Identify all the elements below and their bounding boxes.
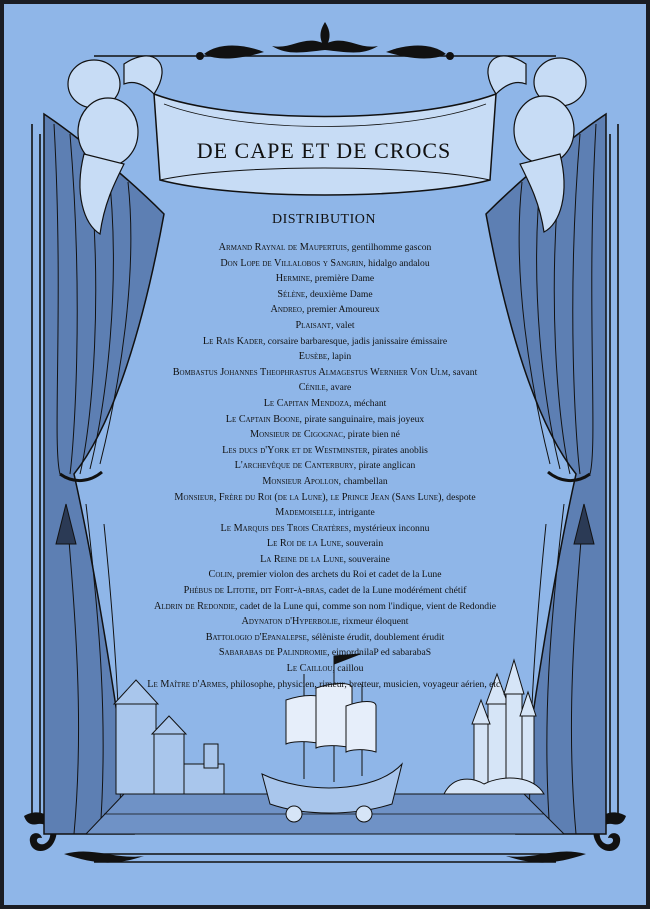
page-title: DE CAPE ET DE CROCS — [196, 138, 452, 163]
cast-item: Le Capitan Mendoza, méchant — [263, 397, 387, 409]
cast-item: Andreo, premier Amoureux — [270, 304, 380, 316]
cast-item: Eusèbe, lapin — [298, 351, 352, 363]
cast-item: Mademoiselle, intrigante — [275, 507, 375, 519]
cast-item: Monsieur, Frère du Roi (de la Lune), le Prince Jean (Sans Lune), despote — [174, 491, 476, 503]
top-fleuron-icon — [196, 22, 454, 60]
cast-item: Armand Raynal de Maupertuis, gentilhomme gascon — [218, 242, 432, 253]
cast-item: Le Captain Boone, pirate sanguinaire, mais joyeux — [225, 413, 425, 425]
poster-page — [4, 4, 646, 905]
cast-item: Don Lope de Villalobos y Sangrin, hidalgo andalou — [220, 257, 430, 269]
cast-item: Monsieur Apollon, chambellan — [262, 475, 388, 487]
cast-item: Plaisant, valet — [295, 319, 355, 331]
cast-item: Colin, premier violon des archets du Roi et cadet de la Lune — [208, 569, 442, 581]
cast-item: Les ducs d'York et de Westminster, pirates anoblis — [222, 444, 428, 456]
cast-item: Battologio d'Epanalepse, sélèniste érudit, doublement érudit — [205, 631, 445, 643]
distribution-heading: DISTRIBUTION — [272, 212, 376, 227]
cast-item: L'archevêque de Canterbury, pirate anglican — [234, 460, 416, 472]
cast-item: Phébus de Litotie, dit Fort-à-bras, cadet de la Lune modérément chétif — [183, 585, 467, 597]
cast-item: Aldrin de Redondie, cadet de la Lune qui, comme son nom l'indique, vient de Redondie — [153, 600, 497, 612]
cast-list — [124, 240, 526, 692]
cast-item: Cénile, avare — [298, 382, 352, 394]
cast-item: Le Raïs Kader, corsaire barbaresque, jadis janissaire émissaire — [202, 335, 448, 347]
cast-item: Monsieur de Cigognac, pirate bien né — [250, 429, 400, 441]
cast-item: Le Roi de la Lune, souverain — [266, 538, 384, 550]
cast-item: Bombastus Johannes Theophrastus Almagestus Wernher Von Ulm, savant — [172, 366, 478, 378]
cast-item: La Reine de la Lune, souveraine — [260, 553, 390, 565]
cast-item: Adynaton d'Hyperbolie, rixmeur éloquent — [241, 616, 409, 628]
cast-item: Le Maître d'Armes, philosophe, physicien, rimeur, bretteur, musicien, voyageur aérien, etc. — [147, 678, 503, 690]
castle-left-icon — [114, 680, 224, 794]
cast-item: Sélène, deuxième Dame — [277, 288, 373, 300]
cast-item: Le Caillou, caillou — [286, 663, 364, 675]
cast-item: Sabarabas de Palindromie, eimordnilaP ed sabarabaS — [218, 647, 432, 659]
cast-item: Hermine, première Dame — [275, 273, 375, 285]
cast-item: Le Marquis des Trois Cratères, mystérieux inconnu — [220, 522, 430, 534]
